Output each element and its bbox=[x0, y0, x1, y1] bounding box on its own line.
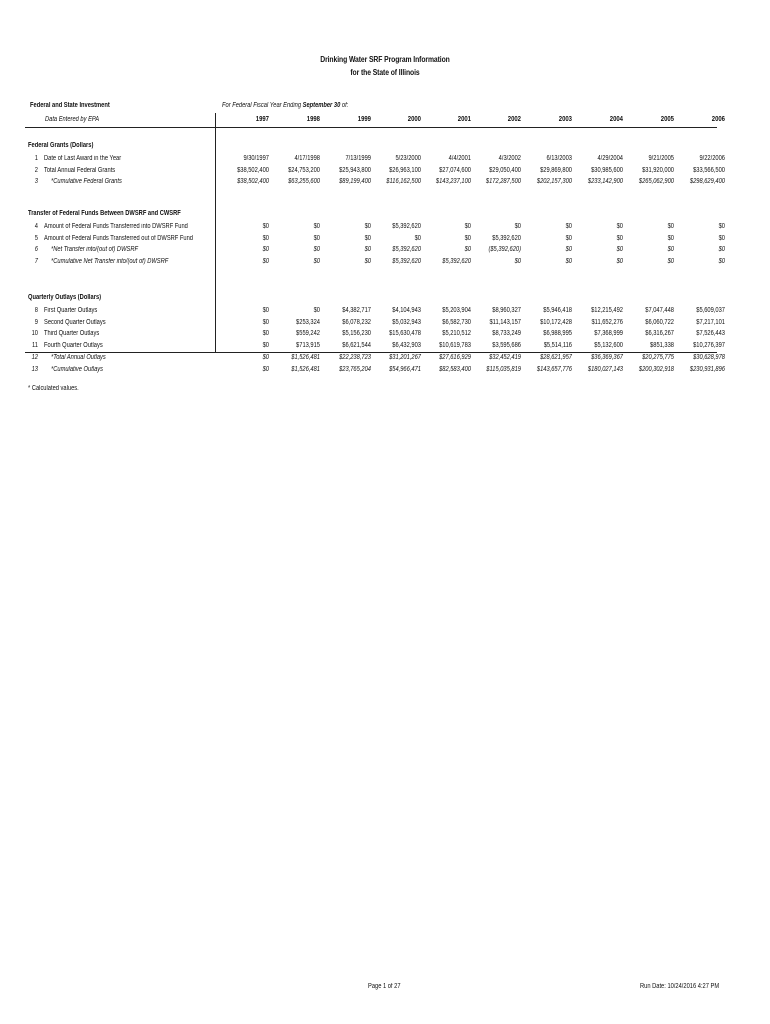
cell-2002: $32,452,419 bbox=[489, 353, 521, 361]
section-heading: Federal Grants (Dollars) bbox=[28, 142, 94, 149]
cell-2002: ($5,392,620) bbox=[488, 246, 521, 254]
cell-2002: $11,143,157 bbox=[489, 318, 521, 326]
cell-2004: $0 bbox=[616, 246, 623, 254]
cell-1998: $559,242 bbox=[296, 330, 320, 338]
cell-2006: $0 bbox=[718, 246, 725, 254]
cell-2004: $180,027,143 bbox=[587, 365, 623, 373]
table-row bbox=[0, 154, 770, 164]
row-label: *Cumulative Net Transfer into/(out of) DWSRF bbox=[51, 258, 169, 266]
cell-2004: $36,369,367 bbox=[591, 353, 623, 361]
cell-1998: $63,255,600 bbox=[288, 178, 320, 186]
cell-1997: $0 bbox=[262, 365, 269, 373]
cell-2001: $0 bbox=[464, 234, 471, 242]
row-label: Third Quarter Outlays bbox=[44, 330, 100, 338]
row-label: Date of Last Award in the Year bbox=[44, 155, 122, 162]
cell-1999: $0 bbox=[364, 223, 371, 230]
cell-2002: $29,050,400 bbox=[489, 166, 521, 174]
cell-2003: $5,514,116 bbox=[543, 342, 572, 350]
cell-1999: $6,621,544 bbox=[342, 342, 371, 350]
cell-2005: $200,302,918 bbox=[638, 365, 674, 373]
cell-2004: $233,142,900 bbox=[587, 178, 623, 186]
cell-2003: 6/13/2003 bbox=[546, 155, 572, 162]
cell-2004: $0 bbox=[616, 234, 623, 242]
cell-1997: $0 bbox=[262, 246, 269, 254]
cell-2006: $0 bbox=[718, 223, 725, 230]
cell-2005: $0 bbox=[667, 246, 674, 254]
cell-2006: $230,931,896 bbox=[689, 365, 725, 373]
table-row bbox=[0, 306, 770, 316]
cell-2000: $31,201,267 bbox=[389, 353, 421, 361]
cell-1997: $0 bbox=[262, 307, 269, 314]
cell-2005: $0 bbox=[667, 258, 674, 266]
row-number: 8 bbox=[34, 307, 38, 314]
cell-1997: 9/30/1997 bbox=[243, 155, 269, 162]
cell-2003: $0 bbox=[565, 258, 572, 266]
run-date: Run Date: 10/24/2016 4:27 PM bbox=[640, 983, 720, 990]
cell-2006: $7,526,443 bbox=[696, 330, 725, 338]
cell-2005: 9/21/2005 bbox=[648, 155, 674, 162]
cell-2004: $5,132,600 bbox=[594, 342, 623, 350]
cell-1998: $1,526,481 bbox=[291, 365, 320, 373]
cell-2001: 4/4/2001 bbox=[448, 155, 471, 162]
cell-1997: $0 bbox=[262, 223, 269, 230]
cell-1998: $0 bbox=[313, 246, 320, 254]
cell-2003: $202,157,300 bbox=[536, 178, 572, 186]
report-title: Drinking Water SRF Program Information bbox=[320, 55, 450, 64]
cell-1997: $0 bbox=[262, 234, 269, 242]
cell-1997: $0 bbox=[262, 258, 269, 266]
cell-2003: $0 bbox=[565, 223, 572, 230]
cell-2000: $15,630,478 bbox=[389, 330, 421, 338]
cell-2006: $0 bbox=[718, 258, 725, 266]
cell-2002: $115,035,819 bbox=[486, 365, 521, 373]
row-label: *Cumulative Outlays bbox=[51, 365, 104, 373]
cell-1999: $23,765,204 bbox=[339, 365, 371, 373]
cell-1998: 4/17/1998 bbox=[294, 155, 320, 162]
cell-1999: $89,199,400 bbox=[339, 178, 371, 186]
cell-2001: $27,074,600 bbox=[439, 166, 471, 174]
cell-2004: $30,985,600 bbox=[591, 166, 623, 174]
row-label: First Quarter Outlays bbox=[44, 307, 98, 314]
cell-2001: $143,237,100 bbox=[435, 178, 471, 186]
cell-1998: $0 bbox=[313, 223, 320, 230]
cell-2003: $28,621,957 bbox=[540, 353, 572, 361]
cell-1999: $0 bbox=[364, 246, 371, 254]
row-number: 12 bbox=[31, 353, 38, 361]
year-header-2002: 2002 bbox=[507, 116, 521, 123]
table-row bbox=[0, 341, 770, 351]
cell-1997: $38,502,400 bbox=[237, 178, 269, 186]
row-label: *Cumulative Federal Grants bbox=[51, 178, 122, 186]
year-header-2000: 2000 bbox=[407, 116, 421, 123]
year-header-2005: 2005 bbox=[660, 116, 674, 123]
cell-2001: $5,203,904 bbox=[442, 307, 471, 314]
row-number: 9 bbox=[34, 318, 38, 326]
year-header-2001: 2001 bbox=[457, 116, 471, 123]
cell-2002: $172,287,500 bbox=[485, 178, 521, 186]
cell-2001: $0 bbox=[464, 246, 471, 254]
year-header-2006: 2006 bbox=[711, 116, 725, 123]
footnote: * Calculated values. bbox=[28, 385, 79, 392]
cell-2004: 4/29/2004 bbox=[597, 155, 623, 162]
cell-2005: $31,920,000 bbox=[642, 166, 674, 174]
cell-2003: $6,988,995 bbox=[543, 330, 572, 338]
cell-2001: $6,582,730 bbox=[442, 318, 471, 326]
cell-2000: $5,392,620 bbox=[392, 258, 421, 266]
header-left-title: Federal and State Investment bbox=[30, 102, 110, 109]
table-row bbox=[0, 353, 770, 363]
table-row bbox=[0, 329, 770, 339]
cell-2004: $12,215,492 bbox=[591, 307, 623, 314]
cell-2003: $10,172,428 bbox=[540, 318, 572, 326]
row-number: 2 bbox=[34, 166, 38, 174]
table-row bbox=[0, 245, 770, 255]
cell-2005: $20,275,775 bbox=[642, 353, 674, 361]
cell-1998: $253,324 bbox=[296, 318, 320, 326]
cell-2002: 4/3/2002 bbox=[498, 155, 521, 162]
row-label: Fourth Quarter Outlays bbox=[44, 342, 103, 350]
cell-2006: $10,276,397 bbox=[693, 342, 725, 350]
cell-2005: $0 bbox=[667, 234, 674, 242]
row-label: Total Annual Federal Grants bbox=[44, 166, 116, 174]
row-label: Amount of Federal Funds Transferred into DWSRF Fund bbox=[44, 223, 188, 230]
table-row bbox=[0, 177, 770, 187]
row-number: 3 bbox=[34, 178, 38, 186]
cell-1999: $6,078,232 bbox=[342, 318, 371, 326]
row-number: 7 bbox=[34, 258, 38, 266]
cell-1998: $0 bbox=[313, 258, 320, 266]
cell-2000: $5,032,943 bbox=[392, 318, 421, 326]
table-row bbox=[0, 257, 770, 267]
cell-2000: $116,162,500 bbox=[386, 178, 421, 186]
cell-2001: $27,616,929 bbox=[439, 353, 471, 361]
page-number: Page 1 of 27 bbox=[368, 983, 401, 990]
cell-2004: $0 bbox=[616, 258, 623, 266]
year-header-1997: 1997 bbox=[255, 116, 269, 123]
cell-2006: $0 bbox=[718, 234, 725, 242]
cell-2005: $6,060,722 bbox=[645, 318, 674, 326]
cell-2006: $7,217,101 bbox=[696, 318, 725, 326]
cell-2003: $0 bbox=[565, 246, 572, 254]
cell-1998: $713,915 bbox=[296, 342, 320, 350]
row-label: Second Quarter Outlays bbox=[44, 318, 106, 326]
cell-2003: $0 bbox=[565, 234, 572, 242]
table-row bbox=[0, 222, 770, 232]
section-heading: Quarterly Outlays (Dollars) bbox=[28, 294, 102, 301]
table-row bbox=[0, 234, 770, 244]
cell-2001: $82,583,400 bbox=[439, 365, 471, 373]
cell-2004: $0 bbox=[616, 223, 623, 230]
row-number: 6 bbox=[34, 246, 38, 254]
cell-1997: $0 bbox=[262, 330, 269, 338]
cell-1999: $4,382,717 bbox=[342, 307, 371, 314]
header-rule bbox=[25, 127, 717, 128]
row-number: 13 bbox=[31, 365, 38, 373]
cell-2005: $851,338 bbox=[650, 342, 674, 350]
cell-1997: $0 bbox=[262, 353, 269, 361]
cell-2004: $7,368,999 bbox=[594, 330, 623, 338]
fiscal-year-caption: For Federal Fiscal Year Ending September 30 of: bbox=[222, 102, 349, 109]
cell-2003: $29,869,800 bbox=[540, 166, 572, 174]
cell-2003: $143,657,776 bbox=[536, 365, 572, 373]
cell-2000: $5,392,620 bbox=[392, 223, 421, 230]
cell-2000: $0 bbox=[414, 234, 421, 242]
cell-2002: $8,960,327 bbox=[492, 307, 521, 314]
cell-1999: $0 bbox=[364, 258, 371, 266]
cell-1998: $1,526,481 bbox=[291, 353, 320, 361]
cell-2000: $6,432,903 bbox=[392, 342, 421, 350]
cell-2005: $6,316,267 bbox=[645, 330, 674, 338]
table-row bbox=[0, 318, 770, 328]
cell-1999: $0 bbox=[364, 234, 371, 242]
row-label: *Net Transfer into/(out of) DWSRF bbox=[51, 246, 138, 254]
cell-2003: $5,946,418 bbox=[543, 307, 572, 314]
cell-1998: $24,753,200 bbox=[288, 166, 320, 174]
year-header-2004: 2004 bbox=[609, 116, 623, 123]
cell-2000: 5/23/2000 bbox=[395, 155, 421, 162]
row-number: 5 bbox=[34, 234, 38, 242]
cell-1997: $38,502,400 bbox=[237, 166, 269, 174]
cell-1997: $0 bbox=[262, 318, 269, 326]
cell-2004: $11,652,276 bbox=[591, 318, 623, 326]
table-row bbox=[0, 166, 770, 176]
cell-1999: 7/13/1999 bbox=[345, 155, 371, 162]
header-left-sub: Data Entered by EPA bbox=[45, 116, 100, 123]
row-number: 10 bbox=[31, 330, 38, 338]
cell-2000: $54,966,471 bbox=[389, 365, 421, 373]
year-header-1999: 1999 bbox=[357, 116, 371, 123]
cell-2006: 9/22/2006 bbox=[699, 155, 725, 162]
cell-2006: $298,629,400 bbox=[689, 178, 725, 186]
row-number: 4 bbox=[34, 223, 38, 230]
cell-2001: $0 bbox=[464, 223, 471, 230]
row-label: Amount of Federal Funds Transferred out of DWSRF Fund bbox=[44, 234, 193, 242]
year-header-1998: 1998 bbox=[306, 116, 320, 123]
cell-2001: $5,210,512 bbox=[442, 330, 471, 338]
cell-2005: $265,062,900 bbox=[638, 178, 674, 186]
table-row bbox=[0, 365, 770, 375]
cell-1999: $25,943,800 bbox=[339, 166, 371, 174]
cell-2002: $3,595,686 bbox=[492, 342, 521, 350]
row-label: *Total Annual Outlays bbox=[51, 353, 106, 361]
cell-1998: $0 bbox=[313, 307, 320, 314]
cell-2006: $33,566,500 bbox=[693, 166, 725, 174]
cell-2006: $5,609,037 bbox=[696, 307, 725, 314]
year-header-2003: 2003 bbox=[558, 116, 572, 123]
cell-2006: $30,628,978 bbox=[693, 353, 725, 361]
cell-2001: $10,619,783 bbox=[439, 342, 471, 350]
cell-2005: $7,047,448 bbox=[645, 307, 674, 314]
cell-1999: $5,156,230 bbox=[342, 330, 371, 338]
cell-2000: $4,104,943 bbox=[392, 307, 421, 314]
cell-2001: $5,392,620 bbox=[442, 258, 471, 266]
cell-2002: $5,392,620 bbox=[492, 234, 521, 242]
cell-2002: $0 bbox=[514, 223, 521, 230]
cell-2005: $0 bbox=[667, 223, 674, 230]
section-heading: Transfer of Federal Funds Between DWSRF and CWSRF bbox=[28, 210, 181, 217]
cell-1999: $22,238,723 bbox=[339, 353, 371, 361]
cell-2000: $5,392,620 bbox=[392, 246, 421, 254]
row-number: 1 bbox=[34, 155, 38, 162]
cell-2002: $0 bbox=[514, 258, 521, 266]
cell-1998: $0 bbox=[313, 234, 320, 242]
report-subtitle: for the State of Illinois bbox=[350, 68, 420, 77]
row-number: 11 bbox=[32, 342, 38, 350]
cell-1997: $0 bbox=[262, 342, 269, 350]
cell-2002: $8,733,249 bbox=[492, 330, 521, 338]
cell-2000: $26,963,100 bbox=[389, 166, 421, 174]
